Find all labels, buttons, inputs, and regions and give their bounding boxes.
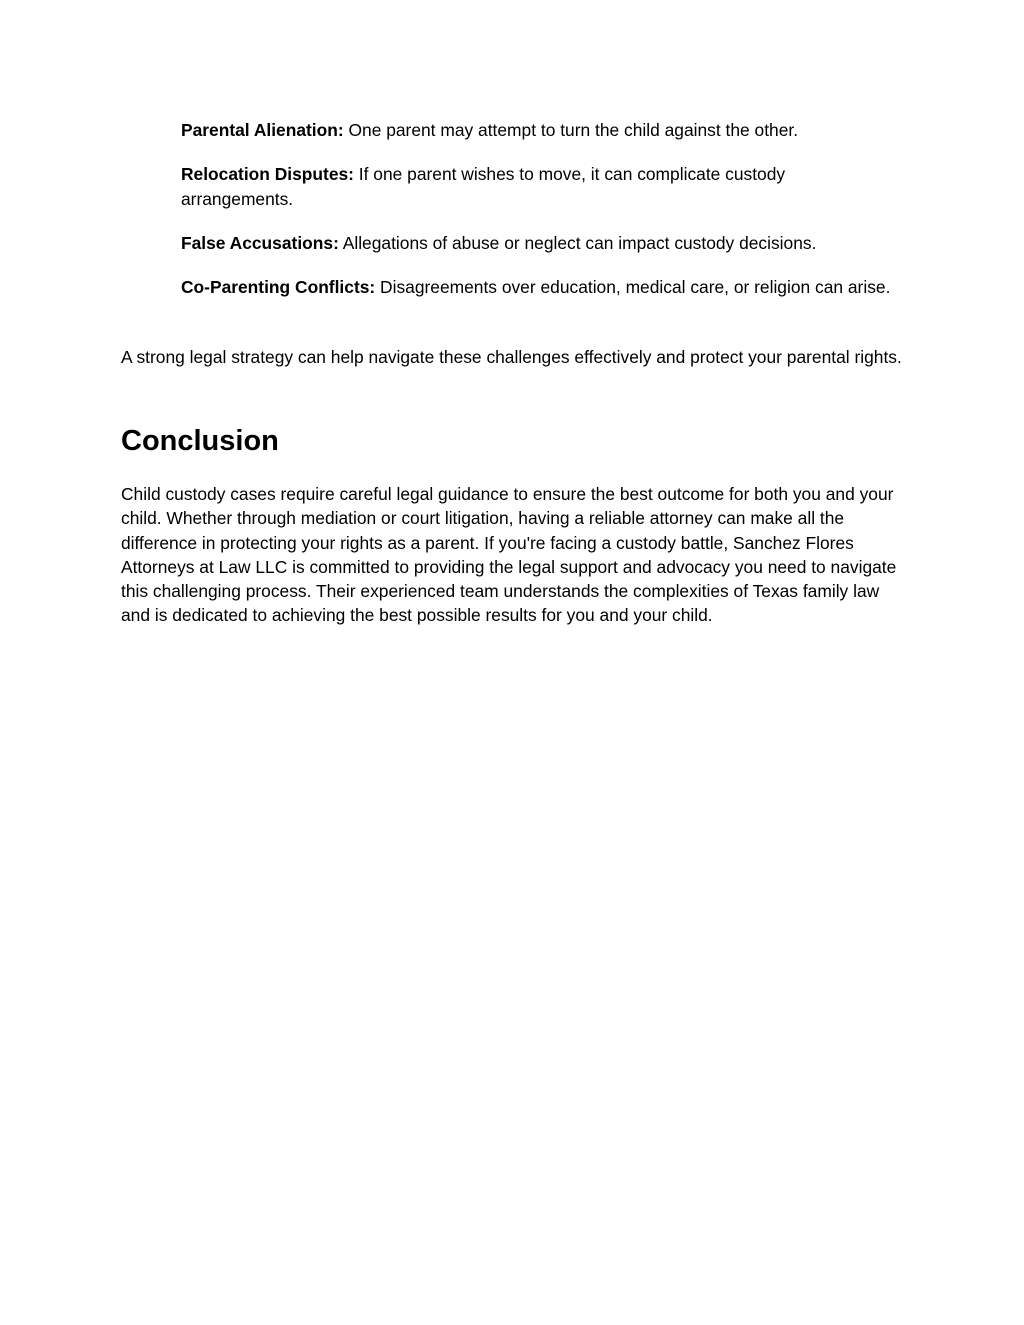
challenge-term: Co-Parenting Conflicts: [181, 276, 376, 297]
conclusion-heading: Conclusion [121, 425, 279, 457]
challenge-description: If one parent wishes to move, it can complicate custody arrangements. [181, 164, 786, 209]
conclusion-paragraph: Child custody cases require careful legal guidance to ensure the best outcome for both you and your child. Whether through mediation or court litigation, having a reliable attorney can make all the difference in protecting your rights as a parent. If you're facing a custody battle, Sanchez Flores Attorneys at Law LLC is committed to providing the legal support and advocacy you need to navigate this challenging process. Their experienced team understands the complexities of Texas family law and is dedicated to achieving the best possible results for you and your child. [121, 484, 897, 626]
custody-challenges-list [181, 118, 901, 319]
strategy-paragraph: A strong legal strategy can help navigate these challenges effectively and protect your parental rights. [121, 347, 902, 367]
list-item [181, 118, 901, 143]
challenge-description: Allegations of abuse or neglect can impact custody decisions. [338, 232, 817, 253]
challenge-term: Relocation Disputes: [181, 164, 354, 184]
challenge-term: False Accusations: [181, 232, 339, 253]
challenge-description: One parent may attempt to turn the child against the other. [343, 120, 799, 140]
list-item [181, 275, 901, 300]
challenge-term: Parental Alienation: [181, 120, 344, 140]
list-item [181, 162, 901, 211]
challenge-description: Disagreements over education, medical care, or religion can arise. [375, 276, 891, 297]
list-item [181, 231, 901, 256]
